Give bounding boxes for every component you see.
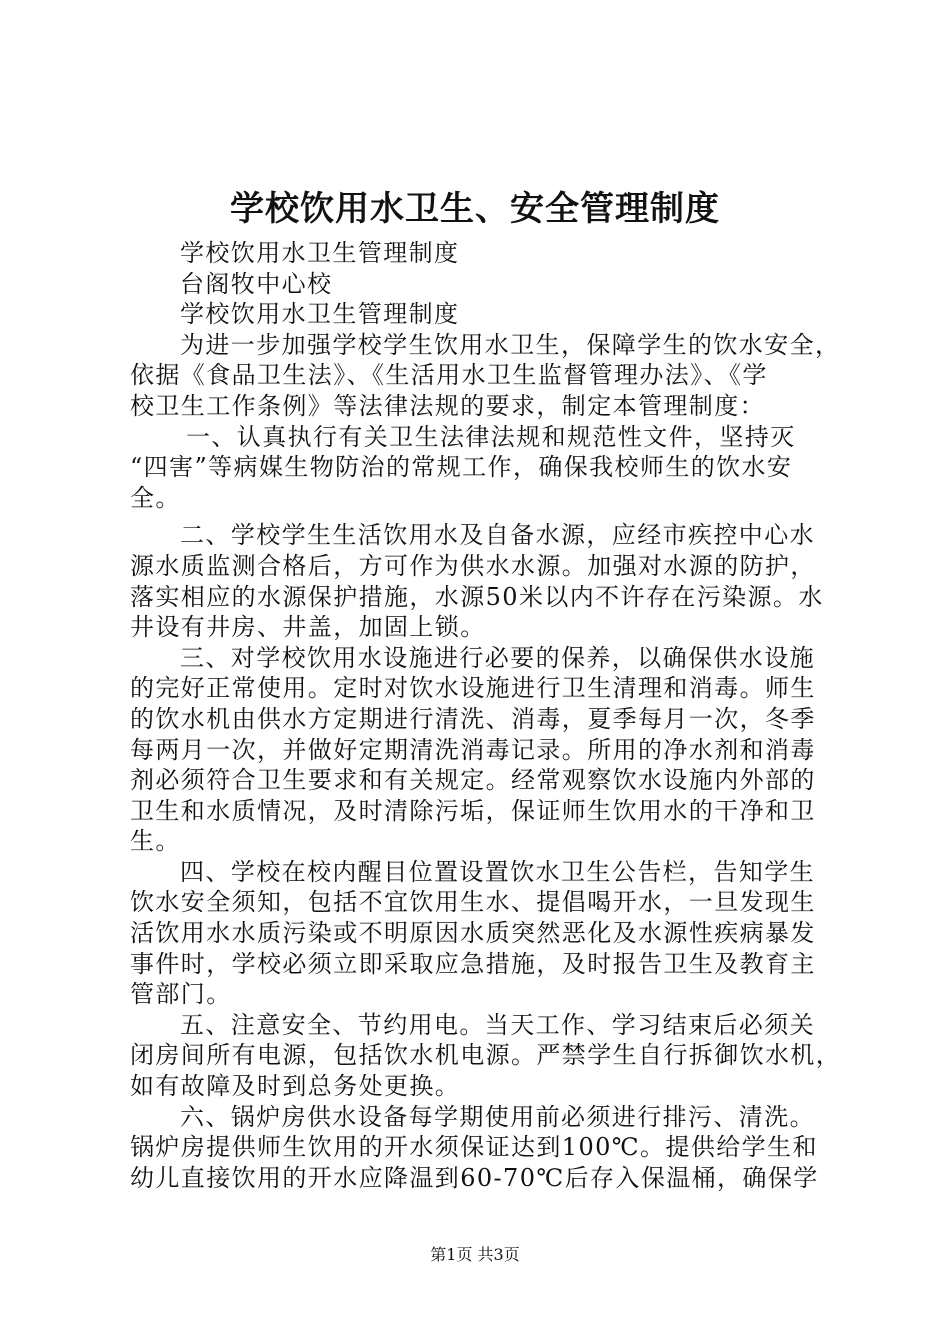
paragraph-line: 三、对学校饮用水设施进行必要的保养，以确保供水设施 — [180, 643, 815, 672]
paragraph-line: 闭房间所有电源，包括饮水机电源。严禁学生自行拆御饮水机， — [130, 1041, 842, 1070]
paragraph-line: 剂必须符合卫生要求和有关规定。经常观察饮水设施内外部的 — [130, 766, 816, 795]
paragraph-line: 源水质监测合格后，方可作为供水水源。加强对水源的防护， — [130, 551, 816, 580]
paragraph-line: 活饮用水水质污染或不明原因水质突然恶化及水源性疾病暴发 — [130, 919, 816, 948]
paragraph-line: 二、学校学生生活饮用水及自备水源，应经市疾控中心水 — [180, 521, 815, 550]
paragraph-line: 管部门。 — [130, 980, 232, 1009]
paragraph-line: 五、注意安全、节约用电。当天工作、学习结束后必须关 — [180, 1010, 815, 1039]
paragraph-line: 幼儿直接饮用的开水应降温到60-70℃后存入保温桶，确保学 — [130, 1163, 819, 1192]
document-title: 学校饮用水卫生、安全管理制度 — [230, 189, 720, 229]
paragraph-line: 饮水安全须知，包括不宜饮用生水、提倡喝开水，一旦发现生 — [130, 888, 816, 917]
subtitle-line: 学校饮用水卫生管理制度 — [180, 300, 460, 329]
paragraph-line: 落实相应的水源保护措施，水源50米以内不许存在污染源。水 — [130, 582, 824, 611]
paragraph-line: 的饮水机由供水方定期进行清洗、消毒，夏季每月一次，冬季 — [130, 704, 816, 733]
paragraph-line: 四、学校在校内醒目位置设置饮水卫生公告栏，告知学生 — [180, 857, 815, 886]
paragraph-line: 如有故障及时到总务处更换。 — [130, 1072, 461, 1101]
paragraph-line: 六、锅炉房供水设备每学期使用前必须进行排污、清洗。 — [180, 1102, 815, 1131]
paragraph-line: 依据《食品卫生法》、《生活用水卫生监督管理办法》、《学 — [130, 361, 768, 390]
paragraph-line: 事件时，学校必须立即采取应急措施，及时报告卫生及教育主 — [130, 949, 816, 978]
page-number-footer: 第1页 共3页 — [430, 1245, 520, 1264]
paragraph-line: 的完好正常使用。定时对饮水设施进行卫生清理和消毒。师生 — [130, 674, 816, 703]
paragraph-line: 全。 — [130, 483, 181, 512]
document-body — [130, 238, 842, 1193]
paragraph-line: 每两月一次，并做好定期清洗消毒记录。所用的净水剂和消毒 — [130, 735, 816, 764]
subtitle-line: 学校饮用水卫生管理制度 — [180, 239, 460, 267]
paragraph-line: 锅炉房提供师生饮用的开水须保证达到100℃。提供给学生和 — [130, 1133, 818, 1162]
paragraph-line: 校卫生工作条例》等法律法规的要求，制定本管理制度： — [130, 391, 765, 420]
paragraph-line: “四害”等病媒生物防治的常规工作，确保我校师生的饮水安 — [130, 453, 793, 482]
paragraph-line: 井设有井房、井盖，加固上锁。 — [130, 613, 486, 642]
paragraph-line: 卫生和水质情况，及时清除污垢，保证师生饮用水的干净和卫 — [130, 796, 816, 825]
paragraph-line: 生。 — [130, 827, 181, 856]
paragraph-line: 为进一步加强学校学生饮用水卫生，保障学生的饮水安全， — [180, 330, 841, 359]
paragraph-line: 一、认真执行有关卫生法律法规和规范性文件，坚持灭 — [186, 422, 796, 451]
school-name-line: 台阁牧中心校 — [180, 269, 333, 298]
